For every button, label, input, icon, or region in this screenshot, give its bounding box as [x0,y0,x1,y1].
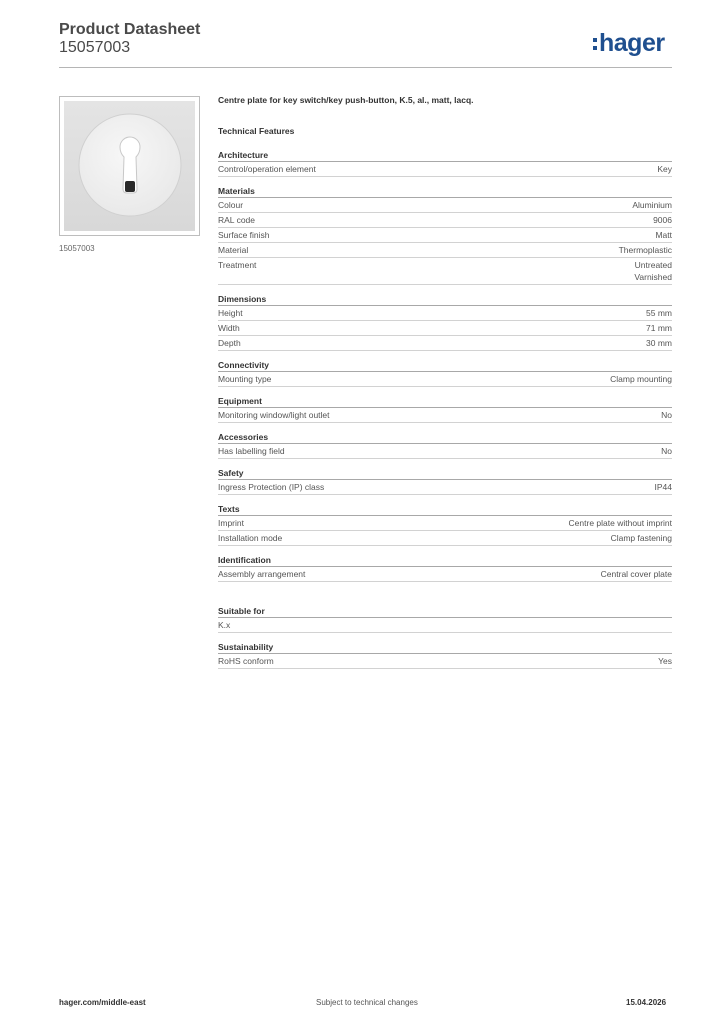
spec-row [218,444,672,459]
spec-label: Monitoring window/light outlet [218,410,330,420]
spec-label: Colour [218,200,244,210]
section-title: Sustainability [218,641,672,654]
spec-row [218,531,672,546]
product-description: Centre plate for key switch/key push-button, K.5, al., matt, lacq. [218,95,474,105]
section-title: Dimensions [218,293,672,306]
spec-row [218,258,672,285]
spec-label: Installation mode [218,533,283,543]
section-gap [218,590,672,605]
spec-label: Mounting type [218,374,272,384]
spec-value [632,199,672,211]
spec-section [218,395,672,423]
spec-row [218,516,672,531]
spec-row [218,162,672,177]
spec-row [218,243,672,258]
spec-row [218,654,672,669]
spec-value-line: Matt [655,230,672,240]
spec-row [218,198,672,213]
spec-label: Control/operation element [218,164,316,174]
spec-value-line: 71 mm [646,323,672,333]
logo-text: hager [599,28,665,57]
spec-value [655,229,672,241]
spec-value-line: Varnished [634,272,672,282]
spec-section [218,359,672,387]
spec-section [218,431,672,459]
spec-label: Imprint [218,518,244,528]
section-title: Connectivity [218,359,672,372]
spec-value-line: 55 mm [646,308,672,318]
spec-label: Assembly arrangement [218,569,306,579]
spec-row [218,306,672,321]
spec-row [218,567,672,582]
spec-label: Depth [218,338,241,348]
spec-section [218,467,672,495]
spec-section [218,641,672,669]
section-title: Texts [218,503,672,516]
spec-value [653,214,672,226]
spec-section [218,293,672,351]
section-title: Architecture [218,149,672,162]
spec-value [619,244,672,256]
spec-section [218,185,672,285]
spec-value [611,532,672,544]
spec-value-line: Yes [658,656,672,666]
spec-value [658,655,672,667]
spec-value-line: Central cover plate [600,569,672,579]
spec-row [218,336,672,351]
spec-label: K.x [218,620,231,630]
spec-value [661,445,672,457]
section-title: Safety [218,467,672,480]
specifications [218,95,672,677]
header-divider [59,67,672,68]
spec-value-line: Key [657,164,672,174]
spec-value [634,259,672,283]
section-title: Accessories [218,431,672,444]
spec-value [661,409,672,421]
hager-logo [593,28,665,58]
footer-notice: Subject to technical changes [316,998,418,1007]
spec-label: Width [218,323,240,333]
spec-label: Ingress Protection (IP) class [218,482,325,492]
section-title: Identification [218,554,672,567]
product-image [64,101,195,231]
spec-value [655,481,673,493]
logo-dots-icon [593,38,597,50]
spec-value-line: 30 mm [646,338,672,348]
spec-value [569,517,672,529]
spec-row [218,372,672,387]
section-title: Materials [218,185,672,198]
spec-label: Surface finish [218,230,270,240]
spec-value [646,307,672,319]
image-caption: 15057003 [59,244,95,253]
page-title: Product Datasheet [59,21,201,38]
spec-value-line: Centre plate without imprint [568,518,672,528]
product-code: 15057003 [59,39,131,56]
spec-row [218,213,672,228]
spec-value-line: Aluminium [632,200,672,210]
spec-row [218,618,672,633]
spec-section [218,605,672,633]
spec-value-line: No [661,410,672,420]
technical-features-heading: Technical Features [218,126,295,136]
spec-value [610,373,672,385]
spec-label: Treatment [218,260,257,270]
spec-value [646,322,672,334]
footer-website: hager.com/middle-east [59,998,146,1007]
spec-value-line: Clamp fastening [610,533,672,543]
spec-row [218,408,672,423]
spec-label: Material [218,245,249,255]
section-title: Suitable for [218,605,672,618]
spec-value-line: No [661,446,672,456]
product-image-frame [59,96,200,236]
spec-section [218,554,672,582]
spec-value-line: Untreated [634,260,672,270]
footer-date: 15.04.2026 [626,998,667,1007]
spec-value-line: Thermoplastic [618,245,672,255]
spec-value-line: Clamp mounting [610,374,672,384]
spec-value-line: IP44 [654,482,672,492]
spec-section [218,149,672,177]
spec-value [601,568,672,580]
spec-row [218,228,672,243]
spec-label: RoHS conform [218,656,274,666]
spec-row [218,480,672,495]
spec-row [218,321,672,336]
spec-value [657,163,672,175]
spec-sections [218,149,672,669]
spec-label: RAL code [218,215,256,225]
spec-label: Height [218,308,243,318]
spec-value [646,337,672,349]
spec-section [218,503,672,546]
spec-value-line: 9006 [653,215,672,225]
section-title: Equipment [218,395,672,408]
spec-label: Has labelling field [218,446,285,456]
